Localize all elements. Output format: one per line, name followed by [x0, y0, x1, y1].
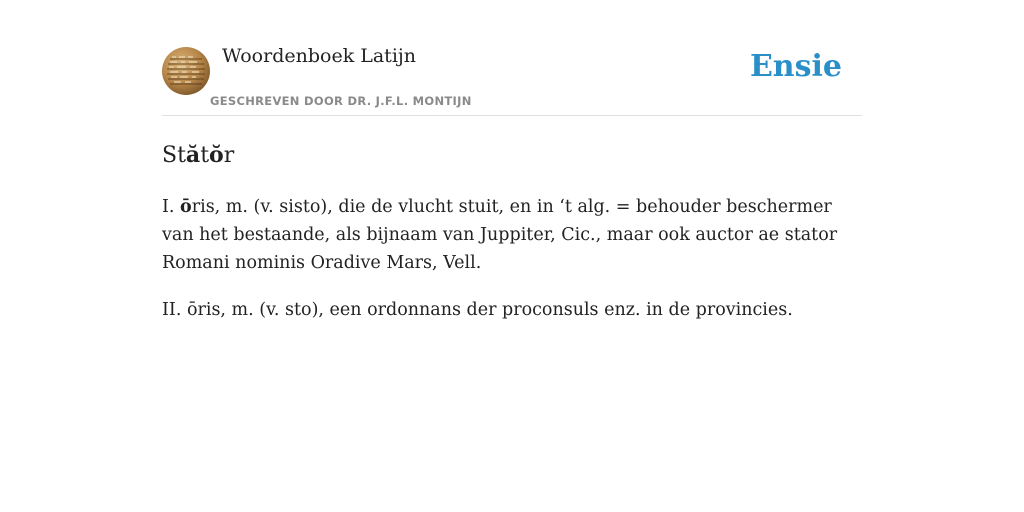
definition-text: ris, m. (v. sisto), die de vlucht stuit, en in ‘t alg. = behouder beschermer van het bestaande, als bijnaam van Juppiter, Cic., maar ook auctor ae stator Romani nominis Oradive Mars, Vell.: [162, 197, 838, 273]
definition-1: [162, 193, 862, 277]
headword-part: St: [162, 143, 186, 168]
definition-2: [162, 296, 862, 324]
headword-part: t: [200, 143, 210, 168]
headword-breve-a: ă: [185, 142, 201, 168]
latin-inscription-coin-icon[interactable]: [162, 47, 210, 95]
definition-macron: ō: [180, 197, 192, 217]
ensie-brand-logo[interactable]: Ensie: [749, 49, 842, 84]
site-title[interactable]: Woordenboek Latijn: [222, 45, 417, 67]
definition-text: II. ōris, m. (v. sto), een ordonnans der proconsuls enz. in de provincies.: [162, 300, 793, 320]
headword-part: r: [223, 143, 235, 168]
headword-breve-o: ŏ: [209, 142, 224, 168]
definition-number: I.: [162, 197, 181, 217]
author-byline: GESCHREVEN DOOR DR. J.F.L. MONTIJN: [210, 94, 472, 108]
site-header: [162, 0, 862, 116]
entry-headword: [162, 140, 862, 171]
dictionary-entry: [162, 140, 862, 324]
